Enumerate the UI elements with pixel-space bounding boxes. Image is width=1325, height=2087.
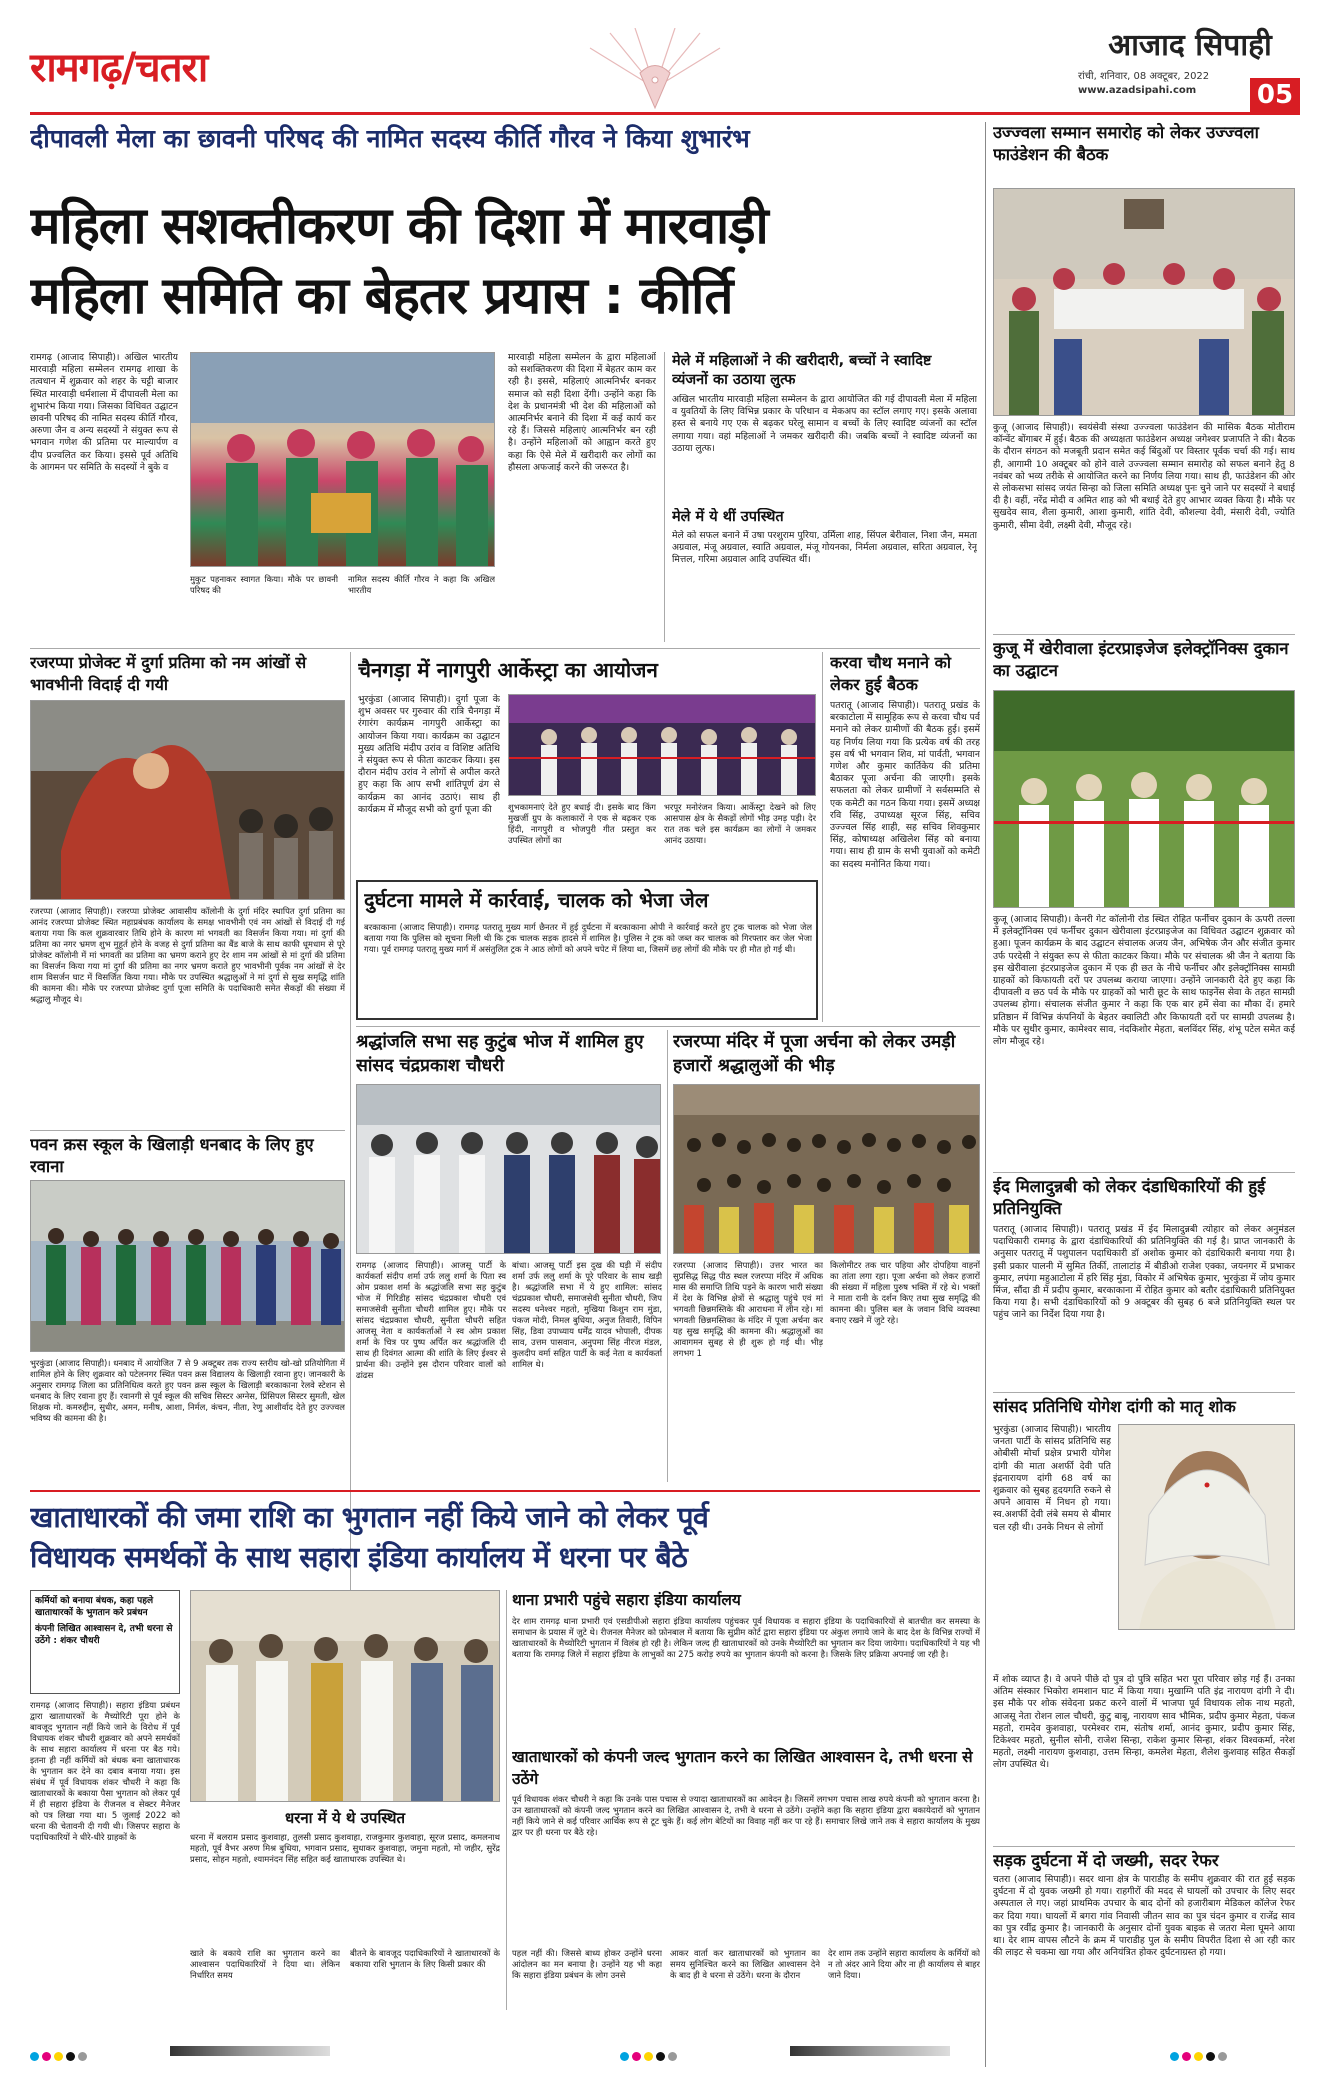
pen-nib-logo [580,28,730,110]
divider [993,634,1295,635]
divider [993,1392,1295,1393]
lead-sub1-headline: मेले में महिलाओं ने की खरीदारी, बच्चों ने स्वादिष्ट व्यंजनों का उठाया लुत्फ [672,353,932,388]
lead-headline-line1: महिला सशक्तीकरण की दिशा में मारवाड़ी [30,197,768,256]
right-col-rule [985,122,986,2067]
shraddhanjali-text2: बांधा। आजसू पार्टी इस दुख की घड़ी में संदीप शर्मा उर्फ ललु शर्मा के पूरे परिवार के साथ खड़ी है। श्रद्धांजलि सभा में ये हुए शामिल: सांसद चंद्रप्रकाश चौधरी, समाजसेवी सुनीता चौधरी, जिप सदस्य धनेश्वर महतो, मुखिया किशुन राम मुंडा, पंकज मोदी, निमल बुधिया, अनुज तिवारी, विपिन सिंह, डिवा उपाध्याय धर्मेंद्र यादव भोपाली, दीपक साव, उत्तम पासवान, अनुपमा सिंह नीरज मंडल, कुलदीप वर्मा सहित पार्टी के कई नेता व कार्यकर्ता शामिल थे। [512,1260,662,1369]
lead-rule [664,352,665,642]
sahara-bottom-d: आकर वार्ता कर खाताधारकों को भुगतान का समय सुनिश्चित करने का लिखित आश्वासन देने के बाद ही वे धरना से उठेंगे। धरना के दौरान [670,1948,820,1980]
masthead-right [1060,26,1300,116]
ujjwala-text: कुजू (आजाद सिपाही)। स्वयंसेवी संस्था उज्ज्वला फाउंडेशन की मासिक बैठक मोतीराम कॉन्वेंट बोंगाबर में हुई। बैठक की अध्यक्षता फाउंडेशन अध्यक्ष जगेश्वर प्रजापति ने की। बैठक के दौरान संगठन को मजबूती प्रदान समेत कई बिंदुओं पर विस्तार पूर्वक चर्चा की गई। साथ ही, आगामी 10 अक्टूबर को होने वाले उज्ज्वला सम्मान समारोह को सफल बनाने हेतु 8 नवंबर को भव्य तरीके से आयोजित करने का निर्णय लिया गया। साथ ही, फाउंडेशन की ओर से लोकसभा सांसद जयंत सिन्हा को जिला समिति अध्यक्ष पुनः चुने जाने पर सदस्यों ने बधाई दी है। वहीं, नरेंद्र मोदी व अमित शाह को भी बधाई देते हुए आभार व्यक्त किया है। मौके पर सुखदेव साव, शैला कुमारी, आशा कुमारी, शांति देवी, कौशल्या देवी, मंसारी देवी, ज्योति कुमारी, सीमा देवी, लक्ष्मी देवी, मौजूद रहे। [993,422,1295,531]
yogesh-text-a: भुरकुंडा (आजाद सिपाही)। भारतीय जनता पार्टी के सांसद प्रतिनिधि सह ओबीसी मोर्चा प्रक्षेत्र प्रभारी योगेश दांगी की माता अशर्फी देवी पति इंद्रनारायण दांगी 68 वर्ष का शुक्रवार को सुबह हृदयगति रुकने से अपने आवास में निधन हो गया। स्व.अशर्फी देवी लंबे समय से बीमार चल रही थी। उनके निधन से लोगों [993,1424,1111,1533]
chainpur-photo [508,694,816,796]
sahara-bullets [30,1590,180,1694]
sahara-headline-line1: खाताधारकों की जमा राशि का भुगतान नहीं किये जाने को लेकर पूर्व [30,1501,709,1534]
divider [993,1172,1295,1173]
divider [822,652,823,1022]
page-number: 05 [1250,78,1300,112]
cross-school-text: भुरकुंडा (आजाद सिपाही)। धनबाद में आयोजित 7 से 9 अक्टूबर तक राज्य स्तरीय खो-खो प्रतियोगिता में शामिल होने के लिए शुक्रवार को पटेलनगर स्थित पवन क्रस विद्यालय के खिलाड़ी रवाना हुए। जानकारी के अनुसार रामगढ़ जिला का प्रतिनिधित्व करते हुए पवन क्रस स्कूल के खिलाड़ी बरकाकाना रेलवे स्टेशन से धनबाद के लिए रवाना हुए हैं। रवानगी से पूर्व स्कूल की सचिव सिस्टर अग्नेस, प्रिंसिपल सिस्टर सुमती, खेल शिक्षक मो. कमरुद्दीन, सुधीर, अमन, मनीष, आशा, निर्मल, कंचन, नीता, रेणु आशीर्वाद देते हुए उज्ज्वल भविष्य की कामना की है। [30,1358,345,1423]
shraddhanjali-photo [356,1084,661,1254]
registration-marks-left [30,2046,150,2058]
karwa-text: पतरातू (आजाद सिपाही)। पतरातू प्रखंड के बरकाटोला में सामूहिक रूप से करवा चौथ पर्व मनाने को लेकर ग्रामीणों की बैठक हुई। इसमें यह निर्णय लिया गया कि प्रत्येक वर्ष की तरह इस वर्ष भी भगवान शिव, मां पार्वती, भगवान गणेश और कुमार कार्तिकेय की प्रतिमा बैठाकर पूजा अर्चना की जाएगी। इसके सफलता को लेकर ग्रामीणों ने सर्वसम्मति से एक कमेटी का गठन किया गया। इसमें अध्यक्ष रवि सिंह, उपाध्यक्ष सूरज सिंह, सचिव उज्ज्वल सिंह शाही, सह सचिव शिवकुमार सिंह, कोषाध्यक्ष अखिलेश सिंह को बनाया गया। साथ ही ग्राम के सभी युवाओं को कमेटी का सदस्य मनोनित किया गया। [830,700,980,870]
shraddhanjali-text1: रामगढ़ (आजाद सिपाही)। आजसू पार्टी के कार्यकर्ता संदीप शर्मा उर्फ ललु शर्मा के पिता स्व ओम प्रकाश शर्मा के श्रद्धांजलि सभा सह कुटुंब भोज में गिरिडीह सांसद चंद्रप्रकाश चौधरी एवं समाजसेवी सुनीता चौधरी शामिल हुए। मौके पर सांसद चंद्रप्रकाश चौधरी, सुनीता चौधरी सहित आजसू नेता व कार्यकर्ताओं ने स्व ओम प्रकाश शर्मा के चित्र पर पुष्प अर्पित कर श्रद्धांजलि दी साथ ही दिवंगत आत्मा की शांति के लिए ईश्वर से प्रार्थना की। उन्होंने इस दौरान परिवार वालों को ढांढस [356,1260,506,1380]
rajrappa-text: रजरप्पा (आजाद सिपाही)। रजरप्पा प्रोजेक्ट आवासीय कॉलोनी के दुर्गा मंदिर स्थापित दुर्गा प्रतिमा का आनंद रजरप्पा प्रोजेक्ट स्थित महाप्रबंधक कार्यालय के समक्ष भावभीनी एवं नम आंखों से विदाई दी गई बताया गया कि कल शुक्रवारवार तिथि होने के कारण मां भगवती का विसर्जन किया गया। मां दुर्गा की प्रतिमा का नगर भ्रमण शुभ मुहूर्त होने के वजह से दुर्गा प्रतिमा का बैंड बाजे के साथ काफी धूमधाम से पूरे प्रोजेक्ट कॉलोनी में मां भगवती का प्रतिमा का भ्रमण कराने हुए देर शाम नम आंखों से मां दुर्गा की प्रतिमा का विसर्जन किया गया मां दुर्गा की प्रतिमा का नगर भ्रमण कराते हुए भावभीनी पूर्वक नम आंखों से देर शाम विसर्जन घाट में विसर्जित किया गया। मौके पर उपस्थित श्रद्धालुओं ने मां दुर्गा से सुख समृद्धि शांति की कामना की। मौके पर रजरप्पा प्रोजेक्ट दुर्गा पूजा समिति के पदाधिकारी समेत सैकड़ों की संख्या में श्रद्धालु मौजूद थे। [30,906,345,1004]
cross-school-photo [30,1180,345,1352]
section-title: रामगढ़/चतरा [30,45,208,91]
sahara-sub1-text: देर शाम रामगढ़ थाना प्रभारी एवं एसडीपीओ सहारा इंडिया कार्यालय पहुंचकर पूर्व विधायक व सहारा इंडिया के पदाधिकारियों से बातचीत कर समस्या के समाधान के प्रयास में जुटे थे। रीजनल मैनेजर को फ़ोनबाल में बताया कि सुप्रीम कोर्ट द्वारा सहारा इंडिया पर अंकुश लगाये जाने के बाद देश के विभिन्न राज्यों में खाताधारकों के मैच्योरिटी भुगतान में विलंब हो रही है। लेकिन जल्द ही खाताधारकों को उनके मैच्योरिटी का भुगतान कर दिया जायेगा। पदाधिकारियों ने यह भी बताया कि रामगढ़ जिले में सहारा इंडिया के लाभुकों का 275 करोड़ रुपये का भुगतान कंपनी को करना है। जिसके लिए प्रक्रिया अपनाई जा रही है। [512,1616,980,1659]
paper-name: आजाद सिपाही [1108,28,1272,63]
sahara-bottom-b: बीतने के बावजूद पदाधिकारियों ने खाताधारकों के बकाया राशि भुगतान के लिए किसी प्रकार की [350,1948,500,1969]
divider [993,1846,1295,1847]
road-accident-headline: सड़क दुर्घटना में दो जख्मी, सदर रेफर [993,1851,1219,1870]
sahara-photo-caption: धरना में ये थे उपस्थित [284,1809,405,1827]
lead-col1: रामगढ़ (आजाद सिपाही)। अखिल भारतीय मारवाड़ी महिला सम्मेलन रामगढ़ शाखा के तत्वधान में शुक्रवार को शहर के चट्टी बाजार स्थित मारवाड़ी धर्मशाला में दीपावली मेला का शुभारंभ किया गया। जिसका विधिवत उद्घाटन छावनी परिषद की नामित सदस्य कीर्ति गौरव, अरुणा जैन व अन्य सदस्यों ने संयुक्त रूप से भगवान गणेश की प्रतिमा पर माल्यार्पण व दीप प्रज्वलित कर किया। इससे पूर्व अतिथि के आगमन पर समिति के सदस्यों ने बुके व [30,352,178,473]
sahara-headline-line2: विधायक समर्थकों के साथ सहारा इंडिया कार्यालय में धरना पर बैठे [30,1541,688,1574]
rajrappa-temple-headline: रजरप्पा मंदिर में पूजा अर्चना को लेकर उमड़ी हजारों श्रद्धालुओं की भीड़ [673,1032,956,1076]
chainpur-text1: भुरकुंडा (आजाद सिपाही)। दुर्गा पूजा के शुभ अवसर पर गुरुवार की रात्रि चैनगड़ा में रंगारंग कार्यक्रम नागपुरी आर्केस्ट्रा का आयोजन किया गया। कार्यक्रम का उद्घाटन मुख्य अतिथि मंदीप उरांव व विशिष्ट अतिथि ने संयुक्त रूप से फीता काटकर किया। इस दौरान मंदीप उरांव ने लोगों से अपील करते हुए कहा कि आप सभी शांतिपूर्ण ढंग से कार्यक्रम का आनंद उठाएं। साथ ही कार्यक्रम में मौजूद सभी को दुर्गा पूजा की [358,694,500,815]
rajrappa-headline: रजरप्पा प्रोजेक्ट में दुर्गा प्रतिमा को नम आंखों से भावभीनी विदाई दी गयी [30,653,307,694]
sahara-sub2-headline: खाताधारकों को कंपनी जल्द भुगतान करने का लिखित आश्वासन दे, तभी धरना से उठेंगे [512,1748,973,1788]
sahara-bottom-c: पहल नहीं की। जिससे बाध्य होकर उन्होंने धरना आंदोलन का मन बनाया है। उन्होंने यह भी कहा कि सहारा इंडिया प्रबंधन के लोग उनसे [512,1948,662,1980]
top-strip-headline: दीपावली मेला का छावनी परिषद की नामित सदस्य कीर्ति गौरव ने किया शुभारंभ [30,124,750,153]
lead-photo-caption: मुकुट पहनाकर स्वागत किया। मौके पर छावनी परिषद की [190,574,338,595]
sahara-col-text: रामगढ़ (आजाद सिपाही)। सहारा इंडिया प्रबंधन द्वारा खाताधारकों के मैच्योरिटी पूरा होने के बावजूद भुगतान नहीं किये जाने के विरोध में पूर्व विधायक शंकर चौधरी शुक्रवार को अपने समर्थकों के साथ सहारा कार्यालय में धरना पर बैठ गये। इतना ही नहीं कर्मियों को बंधक बना खाताधारक के भुगतान कर देने का दबाव बनाया गया। इस संबंध में पूर्व विधायक शंकर चौधरी ने कहा कि खाताधारकों के बकाया पैसा भुगतान को लेकर पूर्व में ही सहारा इंडिया के रीजनल व सेक्टर मैनेजर को पत्र लिखा गया था। 5 जुलाई 2022 को धरना की चेतावनी दी गयी थी। जिसपर सहारा के पदाधिकारियों ने धीरे-धीरे ग्राहकों के [30,1700,180,1842]
lead-photo [190,352,495,567]
website: www.azadsipahi.com [1078,85,1197,96]
color-bar-right [790,2046,950,2056]
lead-sub1-text: अखिल भारतीय मारवाड़ी महिला सम्मेलन के द्वारा आयोजित की गई दीपावली मेला में महिला व युवतियों के लिए विभिन्न प्रकार के परिधान व मेकअप का स्टॉल लगाए गए। इसके अलावा हस्त से बनाये गए एक से बढ़कर घरेलू सामान व बच्चों के लिए स्वादिष्ट व्यंजनों का स्टॉल लगाया गया। वहां महिलाओं ने जमकर खरीदारी की। जबकि बच्चों ने स्वादिष्ट व्यंजनों का उठाया लुत्फ। [672,394,977,454]
lead-photo-caption-2: नामित सदस्य कीर्ति गौरव ने कहा कि अखिल भारतीय [348,574,495,595]
color-bar-left [170,2046,330,2056]
sahara-bullet-1: कर्मियों को बनाया बंधक, कहा पहले खाताधारकों के भुगतान करे प्रबंधन [35,1596,154,1618]
sahara-caption-text: धरना में बलराम प्रसाद कुशवाहा, तुलसी प्रसाद कुशवाहा, राजकुमार कुशवाहा, सूरज प्रसाद, कमलनाथ महतो, पूर्व वैभर अरुण मिश्र बुधिया, भगवान प्रसाद, सुधाकर कुशवाहा, जमुना महतो, मो जहीर, सुरेंद्र प्रसाद, सोहन महतो, श्यामनंदन सिंह सहित कई खाताधारक उपस्थित थे। [190,1832,500,1864]
rajrappa-photo [30,700,345,900]
cross-school-headline: पवन क्रस स्कूल के खिलाड़ी धनबाद के लिए हुए रवाना [30,1135,314,1176]
lead-headline-line2: महिला समिति का बेहतर प्रयास : कीर्ति [30,267,733,326]
rajrappa-temple-text2: किलोमीटर तक चार पहिया और दोपहिया वाहनों का तांता लगा रहा। पूजा अर्चना को लेकर हजारों की संख्या में महिला पुरुष भक्ति में रहे थे। भक्तों ने माता रानी के दर्शन किए तथा सुख समृद्धि की कामना की। पुलिस बल के जवान विधि व्यवस्था बनाए रखने में जुटे रहे। [830,1260,980,1325]
dateline: रांची, शनिवार, 08 अक्टूबर, 2022 [1078,71,1210,82]
yogesh-headline: सांसद प्रतिनिधि योगेश दांगी को मातृ शोक [993,1397,1236,1416]
lead-sub2-text: मेले को सफल बनाने में उषा परशुराम पुरिया, उर्मिला शाह, सिंपल बेरीवाल, निशा जैन, ममता अग्रवाल, मंजू अग्रवाल, स्वाति अग्रवाल, मंजू गोयनका, निर्मला अग्रवाल, सरिता अग्रवाल, रेनू मित्तल, गरिमा अग्रवाल आदि उपस्थित थीं। [672,530,977,566]
sahara-bottom-e: देर शाम तक उन्होंने सहारा कार्यालय के कर्मियों को न तो अंदर आने दिया और ना ही कार्यालय से बाहर जाने दिया। [828,1948,980,1980]
chainpur-text3: भरपूर मनोरंजन किया। आर्केस्ट्रा देखने को लिए आसपास क्षेत्र के सैकड़ों लोगों भीड़ उमड़ पड़ी। देर रात तक चले इस कार्यक्रम का लोगों ने जमकर आनंद उठाया। [664,802,816,845]
accident-text: बरकाकाना (आजाद सिपाही)। रामगढ़ पतरातू मुख्य मार्ग छैनतर में हुई दुर्घटना में बरकाकाना ओपी ने कार्रवाई करते हुए ट्रक चालक को भेजा जेल बताया गया कि पुलिस को सूचना मिली थी कि ट्रक चालक सड़क हादसे में शामिल है। पुलिस ने ट्रक को जब्त कर चालक को गिरफ्तार कर जेल भेजा गया। पूर्व रामगढ़ पतरातू मुख्य मार्ग में असंतुलित ट्रक ने आठ लोगों को अपने चपेट में लिया था, जिसमें छह लोगों की मौके पर ही मौत हो गई थी। [364,922,812,954]
karwa-headline: करवा चौथ मनाने को लेकर हुई बैठक [830,653,952,694]
eid-headline: ईद मिलादुन्नबी को लेकर दंडाधिकारियों की हुई प्रतिनियुक्ति [993,1177,1266,1218]
accident-headline: दुर्घटना मामले में कार्रवाई, चालक को भेजा जेल [364,888,709,912]
divider [30,1130,345,1131]
chainpur-text2: शुभकामनाएं देते हुए बधाई दी। इसके बाद किंग मुखर्जी ग्रुप के कलाकारों ने एक से बढ़कर एक हिंदी, नागपुरी व भोजपुरी गीत प्रस्तुत कर उपस्थित लोगों का [508,802,656,845]
section-header [30,38,360,98]
ujjwala-headline: उज्ज्वला सम्मान समारोह को लेकर उज्ज्वला फाउंडेशन की बैठक [993,123,1259,164]
yogesh-text-b: में शोक व्याप्त है। वे अपने पीछे दो पुत्र दो पुत्रि सहित भरा पूरा परिवार छोड़ गई हैं। उनका अंतिम संस्कार भिकोरा शमशान घाट में किया गया। मुखाग्नि पति इंद्र नारायण दांगी ने दी। इस मौके पर शोक संवेदना प्रकट करने वालों में भाजपा पूर्व विधायक लोक नाथ महतो, आजसू नेता रोशन लाल चौधरी, कुटु बाबू, नारायण साव भौमिक, प्रदीप कुमार मेहता, पंकज महतो, रामदेव कुशवाहा, परमेश्वर राम, संतोष शर्मा, आनंद कुमार, प्रदीप कुमार सिंह, टिकेश्वर महतो, सुनील सोनी, राजेश सिन्हा, राकेश कुमार सिन्हा, शंकर विश्वकर्मा, नरेश महतो, लक्ष्मी नारायण कुशवाहा, उत्तम सिन्हा, कमलेश मेहता, शैलेश कुशवाह सहित सैकड़ों लोग उपस्थित थे। [993,1674,1295,1771]
road-accident-text: चतरा (आजाद सिपाही)। सदर थाना क्षेत्र के पाराडीह के समीप शुक्रवार की रात हुई सड़क दुर्घटना में दो युवक जख्मी हो गया। राहगीरों की मदद से घायलों को उपचार के लिए सदर अस्पताल ले गए। जहां प्राथमिक उपचार के बाद दोनों को हजारीबाग मेडिकल कॉलेज रेफर कर दिया गया। घायलों में बगरा गांव निवासी जीतन साव का पुत्र चंदन कुमार व राजेंद्र साव का पुत्र रवींद्र कुमार है। जानकारी के अनुसार दोनों युवक बाइक से जतरा मेला घूमने आया था। देर शाम वापस लौटने के क्रम में पाराडीह पुल के समीप विपरीत दिशा से आ रही कार की लाइट से चकमा खा गया और अनियंत्रित होकर दुर्घटनाग्रस्त हो गया। [993,1874,1295,1959]
sahara-sub2-text: पूर्व विधायक शंकर चौधरी ने कहा कि उनके पास पचास से ज्यादा खाताधारकों का आवेदन है। जिसमें लगभग पचास लाख रुपये कंपनी को भुगतान करना है। उन खाताधारकों को कंपनी जल्द भुगतान करने का लिखित आश्वासन दे, तभी वे धरना से उठेंगे। उन्होंने कहा कि सहारा इंडिया द्वारा बकायेदारों को भुगतान नहीं किये जाने से कई परिवार आर्थिक रूप से टूट चुके हैं। कई लोग बेटियों का विवाह नहीं कर पा रहे हैं। समाचार लिखे जाने तक वे सहारा कार्यालय के मुख्य द्वार पर ही धरना पर बैठे रहे। [512,1794,980,1837]
sahara-sub1-headline: थाना प्रभारी पहुंचे सहारा इंडिया कार्यालय [512,1591,741,1609]
divider [350,652,351,1742]
divider [356,1026,980,1027]
rajrappa-temple-photo [673,1084,980,1254]
masthead-rule [30,112,1300,115]
kheriwala-text: कुजू (आजाद सिपाही)। केनरी गेट कॉलोनी रोड स्थित रोहित फर्नीचर दुकान के ऊपरी तल्ला में इलेक्ट्रॉनिक्स एवं फर्नीचर दुकान खेरीवाला इंटरप्राइजेज का विधिवत उद्घाटन शुक्रवार को हुआ। पूजन कार्यक्रम के बाद उद्घाटन संचालक अजय जैन, अभिषेक जैन और संजीत कुमार उर्फ परदेसी ने संयुक्त रूप से फीता काटकर किया। मौके पर संचालक श्री जैन ने बताया कि इस खेरीवाला इंटरप्राइजेज दुकान में एक ही छत के नीचे फर्नीचर और इलेक्ट्रॉनिक्स सामग्री ग्राहकों को किफायती दरों पर उपलब्ध कराया जाएगा। उन्होंने जानकारी देते हुए कहा कि दीपावली व छठ पर्व के मौके पर ग्राहकों को भारी छूट के साथ फाइनेंस सेवा के तहत सामग्री उपलब्ध होगा। संचालक संजीत कुमार ने कहा कि एक बार हमें सेवा का मौका दें। हमारे प्रतिष्ठान में विभिन्न कंपनियों के बेहतर क्वालिटी और किफायती दरों पर सामग्री उपलब्ध है। मौके पर सुधीर कुमार, कामेश्वर साव, नंदकिशोर मेहता, बलविंदर सिंह, शंभू पटेल समेत कई लोग मौजूद रहे। [993,914,1295,1048]
ujjwala-photo [993,188,1295,416]
sahara-bullet-2: कंपनी लिखित आश्वासन दे, तभी धरना से उठेंगे : शंकर चौधरी [35,1624,173,1646]
yogesh-mother-photo [1118,1424,1295,1630]
divider [667,1030,668,1482]
sahara-rule [30,1490,980,1492]
accident-box [356,880,818,1020]
sahara-photo [190,1590,500,1802]
chainpur-headline: चैनगड़ा में नागपुरी आर्केस्ट्रा का आयोजन [358,658,658,682]
registration-marks-right [1170,2046,1290,2058]
divider [506,1590,507,2010]
lead-col2: मारवाड़ी महिला सम्मेलन के द्वारा महिलाओं को सशक्तिकरण की दिशा में बेहतर काम कर रही है। इससे, महिलाएं आत्मनिर्भर बनकर समाज को सही दिशा देंगी। उन्होंने कहा कि देश के प्रधानमंत्री भी देश की महिलाओं को आत्मनिर्भर बनाने की दिशा में कई कार्य कर रहे हैं। जिससे महिलाएं आत्मनिर्भर बन रही है। उन्होंने महिलाओं को आह्वान करते हुए कहा कि ऐसे मेले में खरीदारी कर लोगों का हौसला अफजाई करने की जरूरत है। [508,352,656,473]
divider [30,648,980,649]
sahara-bottom-a: खाते के बकाये राशि का भुगतान करने का आश्वासन पदाधिकारियों ने दिया था। लेकिन निर्धारित समय [190,1948,340,1980]
lead-sub2-headline: मेले में ये थीं उपस्थित [672,509,784,525]
kheriwala-photo [993,690,1295,908]
registration-marks-center [620,2046,740,2058]
kheriwala-headline: कुजू में खेरीवाला इंटरप्राइजेज इलेक्ट्रॉनिक्स दुकान का उद्घाटन [993,639,1289,680]
rajrappa-temple-text1: रजरप्पा (आजाद सिपाही)। उत्तर भारत का सुप्रसिद्ध सिद्ध पीठ स्थल रजरप्पा मंदिर में अधिक मास की समाप्ति तिथि पड़ने के कारण भारी संख्या में देश के विभिन्न क्षेत्रों से श्रद्धालु पहुंचे एवं मां भगवती छिन्नमस्तिके की आराधना में लीन रहे। मां भगवती छिन्नमस्तिका के मंदिर में पूजा अर्चना कर यह सुख समृद्धि की कामना की। श्रद्धालुओं का आवागमन सुबह से ही शुरू हो गई थी। भीड़ लगभग 1 [673,1260,823,1358]
shraddhanjali-headline: श्रद्धांजलि सभा सह कुटुंब भोज में शामिल हुए सांसद चंद्रप्रकाश चौधरी [356,1032,644,1076]
eid-text: पतरातू (आजाद सिपाही)। पतरातू प्रखंड में ईद मिलादुन्नबी त्योहार को लेकर अनुमंडल पदाधिकारी रामगढ़ के द्वारा दंडाधिकारियों की प्रतिनियुक्ति की गई है। प्राप्त जानकारी के अनुसार पतरातू में पशुपालन पदाधिकारी डॉ अशोक कुमार को दंडाधिकारी बनाया गया है। इसी प्रकार पालनी में सुमित तिर्की, तालाटांड़ में बीडीओ राजेश एक्का, जयनगर में प्रभाकर कुमार, लपंगा महुआटोला में हरि सिंह मुंडा, विकोर में अभिषेक कुमार, भुरकुंडा में जोय कुमार मिंज, सौंदा डी में प्रदीप कुमार, बरकाकाना में रोहित कुमार को बतौर दंडाधिकारी प्रतिनियुक्त किया गया है। सभी दंडाधिकारियों को 9 अक्टूबर की सुबह 6 बजे प्रतिनियुक्ति स्थल पर पहुंच जाने का निर्देश दिया गया है। [993,1224,1295,1321]
